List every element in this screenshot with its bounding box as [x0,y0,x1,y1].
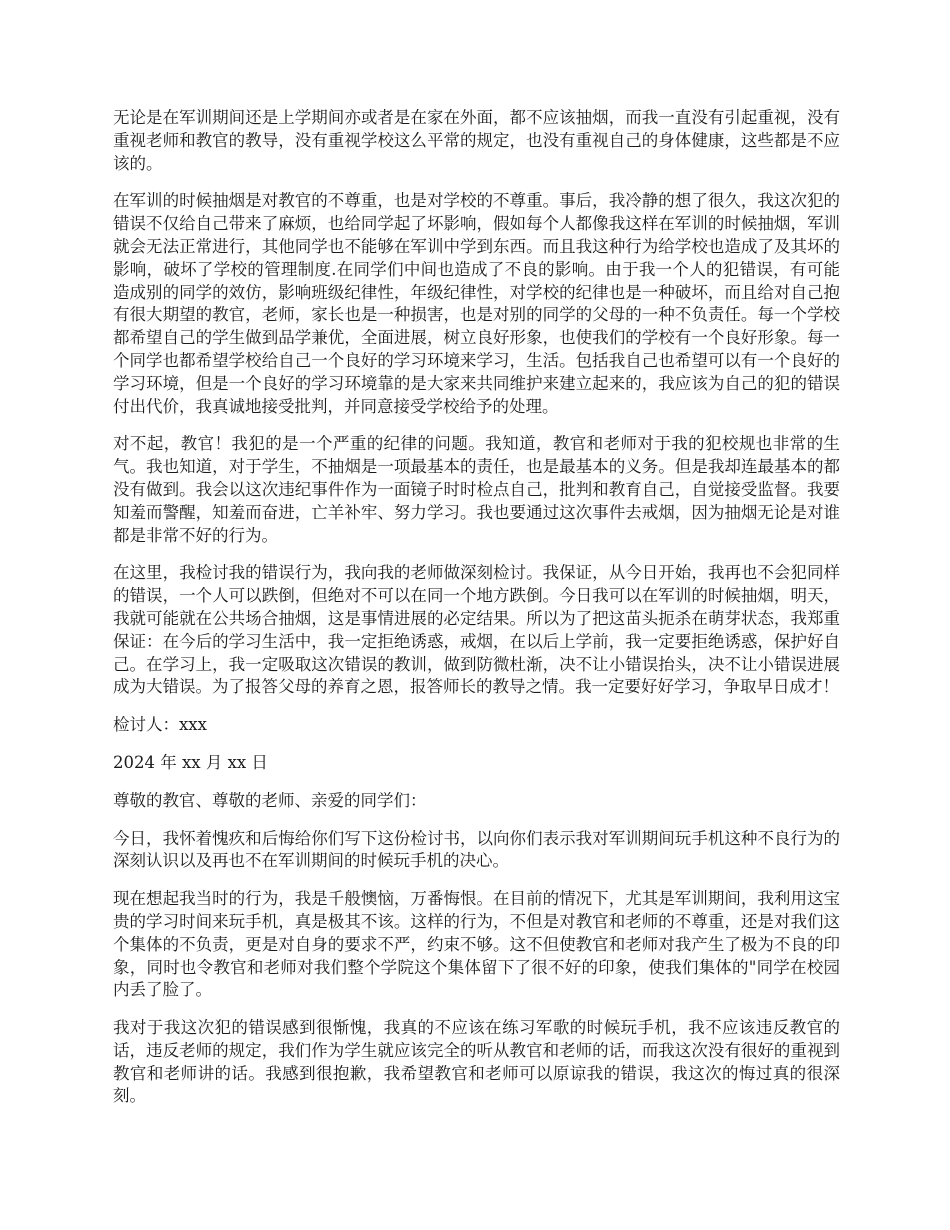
signature-line: 检讨人：xxx [113,715,207,735]
paragraph-4: 在这里，我检讨我的错误行为，我向我的老师做深刻检讨。我保证，从今日开始，我再也不会犯同样的错误，一个人可以跌倒，但绝对不可以在同一个地方跌倒。今日我可以在军训的时候抽烟，明天，我就可能就在公共场合抽烟，这是事情进展的必定结果。所以为了把这苗头扼杀在萌芽状态，我郑重保证：在今后的学习生活中，我一定拒绝诱惑，戒烟，在以后上学前，我一定要拒绝诱惑，保护好自己。在学习上，我一定吸取这次错误的教训，做到防微杜渐，决不让小错误抬头，决不让小错误进展成为大错误。为了报答父母的养育之恩，报答师长的教导之情。我一定要好好学习，争取早日成才！ [113,563,840,697]
paragraph-6: 现在想起我当时的行为，我是千般懊恼，万番悔恨。在目前的情况下，尤其是军训期间，我利用这宝贵的学习时间来玩手机，真是极其不该。这样的行为，不但是对教官和老师的不尊重，还是对我们这个集体的不负责，更是对自身的要求不严，约束不够。这不但使教官和老师对我产生了极为不良的印象，同时也令教官和老师对我们整个学院这个集体留下了很不好的印象，使我们集体的"同学在校园内丢了脸了。 [113,889,840,1000]
paragraph-7: 我对于我这次犯的错误感到很惭愧，我真的不应该在练习军歌的时候玩手机，我不应该违反教官的话，违反老师的规定，我们作为学生就应该完全的听从教官和老师的话，而我这次没有很好的重视到教官和老师讲的话。我感到很抱歉，我希望教官和老师可以原谅我的错误，我这次的悔过真的很深刻。 [113,1018,840,1106]
date-line: 2024 年 xx 月 xx 日 [113,752,268,772]
paragraph-3: 对不起，教官！我犯的是一个严重的纪律的问题。我知道，教官和老师对于我的犯校规也非常的生气。我也知道，对于学生，不抽烟是一项最基本的责任，也是最基本的义务。但是我却连最基本的都没有做到。我会以这次违纪事件作为一面镜子时时检点自己，批判和教育自己，自觉接受监督。我要知羞而警醒，知羞而奋进，亡羊补牢、努力学习。我也要通过这次事件去戒烟，因为抽烟无论是对谁都是非常不好的行为。 [113,434,840,545]
paragraph-5: 今日，我怀着愧疚和后悔给你们写下这份检讨书，以向你们表示我对军训期间玩手机这种不良行为的深刻认识以及再也不在军训期间的时候玩手机的决心。 [113,828,840,871]
salutation: 尊敬的教官、尊敬的老师、亲爱的同学们： [113,790,427,810]
paragraph-2: 在军训的时候抽烟是对教官的不尊重，也是对学校的不尊重。事后，我冷静的想了很久，我这次犯的错误不仅给自己带来了麻烦，也给同学起了坏影响，假如每个人都像我这样在军训的时候抽烟，军训就会无法正常进行，其他同学也不能够在军训中学到东西。而且我这种行为给学校也造成了及其坏的影响，破坏了学校的管理制度.在同学们中间也造成了不良的影响。由于我一个人的犯错误，有可能造成别的同学的效仿，影响班级纪律性，年级纪律性，对学校的纪律也是一种破坏，而且给对自己抱有很大期望的教官，老师，家长也是一种损害，也是对别的同学的父母的一种不负责任。每一个学校都希望自己的学生做到品学兼优，全面进展，树立良好形象，也使我们的学校有一个良好形象。每一个同学也都希望学校给自己一个良好的学习环境来学习，生活。包括我自己也希望可以有一个良好的学习环境，但是一个良好的学习环境靠的是大家来共同维护来建立起来的，我应该为自己的犯的错误付出代价，我真诚地接受批判，并同意接受学校给予的处理。 [113,191,840,416]
paragraph-1: 无论是在军训期间还是上学期间亦或者是在家在外面，都不应该抽烟，而我一直没有引起重视，没有重视老师和教官的教导，没有重视学校这么平常的规定，也没有重视自己的身体健康，这些都是不应该的。 [113,108,840,173]
document-body [113,107,840,1123]
